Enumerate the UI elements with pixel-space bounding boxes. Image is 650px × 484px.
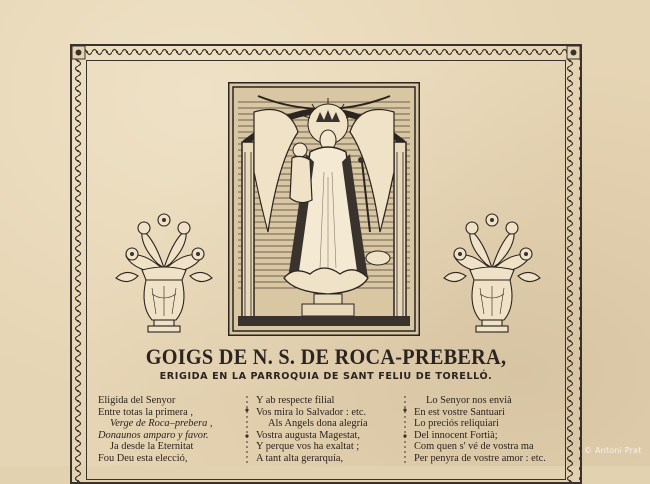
verse-line: A tant alta gerarquía, [256, 452, 344, 464]
verse-line: Verge de Roca–prebera , [110, 418, 213, 430]
verse-line: Com quen s' vé de vostra ma [414, 441, 534, 453]
verse-line: En est vostre Santuari [414, 406, 505, 418]
verse-line: Eligida del Senyor [98, 395, 176, 406]
verse-line: Donaunos amparo y favor. [98, 429, 209, 441]
verse-line: Lo Senyor nos envià [426, 395, 512, 406]
page-title: GOIGS DE N. S. DE ROCA-PREBERA, [145, 344, 507, 369]
verse-line: Per penyra de vostre amor : etc. [414, 452, 546, 464]
verse-line: Lo preciós reliquiari [414, 418, 499, 430]
verse-line: Del innocent Fortià; [414, 429, 498, 441]
verse-line: Vostra augusta Magestat, [256, 429, 360, 441]
verse-line: Fou Deu esta elecció, [98, 452, 188, 464]
verse-line: Als Angels dona alegría [268, 418, 368, 430]
verse-line: Entre totas la primera , [98, 406, 193, 418]
verse-column-2 [256, 395, 368, 465]
verse-column-3 [414, 395, 546, 465]
copyright-watermark: © Antoni Prat [584, 446, 642, 455]
left-flower-vase [112, 210, 216, 338]
verse-line: Vos mira lo Salvador : etc. [256, 406, 367, 418]
right-flower-vase [440, 210, 544, 338]
verse-line: Y perque vos ha exaltat ; [256, 441, 360, 453]
column-divider [244, 396, 250, 466]
verse-line: Y ab respecte filial [256, 395, 335, 406]
verse-line: Ja desde la Eternitat [110, 441, 194, 453]
column-divider [402, 396, 408, 466]
page-subtitle: ERIGIDA EN LA PARROQUIA DE SANT FELIU DE TORELLÓ. [159, 371, 493, 382]
virgin-and-child-woodcut [228, 82, 420, 336]
verse-column-1 [98, 395, 213, 465]
